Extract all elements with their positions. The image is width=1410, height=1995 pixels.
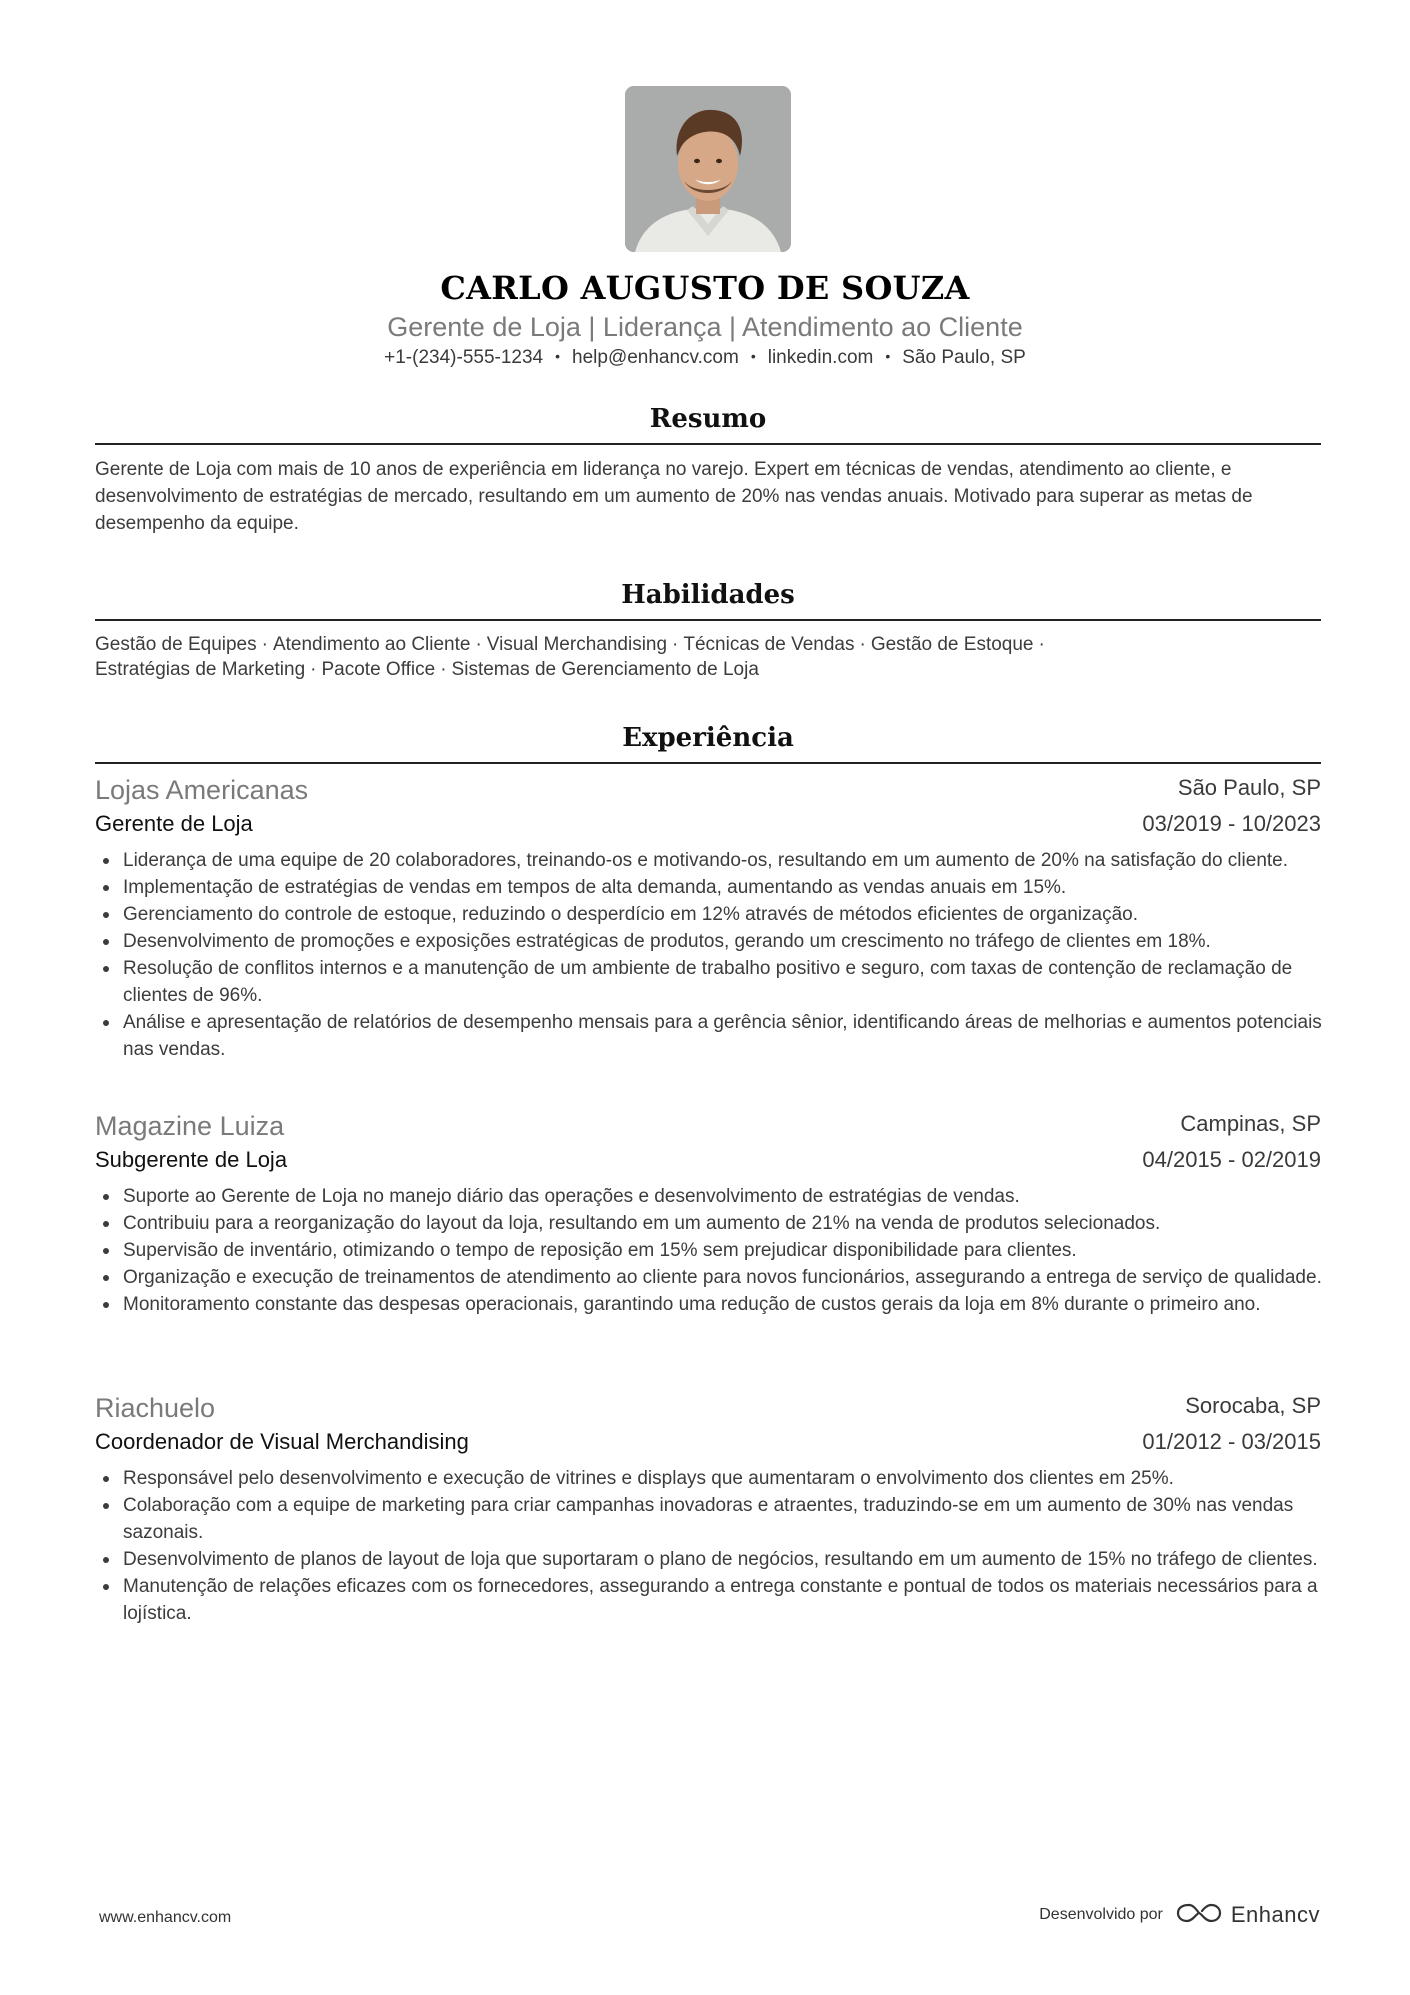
job-company: Lojas Americanas <box>95 775 309 805</box>
job-bullet: Organização e execução de treinamentos de atendimento ao cliente para novos funcionários, assegurando a entrega de serviço de qualidade. <box>95 1264 1335 1291</box>
job-bullet: Implementação de estratégias de vendas em tempos de alta demanda, aumentando as vendas anuais em 15%. <box>95 874 1335 901</box>
job-bullets <box>95 1183 1335 1318</box>
skills-list <box>95 632 1321 682</box>
job-bullets <box>95 1465 1335 1627</box>
profile-photo <box>625 86 791 252</box>
job-bullet: Análise e apresentação de relatórios de desempenho mensais para a gerência sênior, identificando áreas de melhorias e aumentos potenciais nas vendas. <box>95 1009 1335 1063</box>
linkedin-link[interactable]: linkedin.com <box>767 347 874 368</box>
job-bullet: Gerenciamento do controle de estoque, reduzindo o desperdício em 12% através de métodos eficientes de organização. <box>95 901 1335 928</box>
job-role: Coordenador de Visual Merchandising <box>95 1429 469 1454</box>
job-bullets <box>95 847 1335 1063</box>
skill-item: Gestão de Estoque <box>870 634 1034 655</box>
candidate-name: CARLO AUGUSTO DE SOUZA <box>440 269 970 307</box>
skill-separator: · <box>261 634 268 655</box>
footer-brand[interactable]: Enhancv <box>1230 1902 1320 1927</box>
job-bullet: Monitoramento constante das despesas operacionais, garantindo uma redução de custos gerais da loja em 8% durante o primeiro ano. <box>95 1291 1335 1318</box>
job-bullet: Responsável pelo desenvolvimento e execução de vitrines e displays que aumentaram o envolvimento dos clientes em 25%. <box>95 1465 1335 1492</box>
summary-text: Gerente de Loja com mais de 10 anos de experiência em liderança no varejo. Expert em técnicas de vendas, atendimento ao cliente, e desenvolvimento de estratégias de mercado, resultando em um aumento de 20% nas vendas anuais. Motivado para superar as metas de desempenho da equipe. <box>95 459 1253 534</box>
job-bullet: Colaboração com a equipe de marketing para criar campanhas inovadoras e atraentes, traduzindo-se em um aumento de 30% nas vendas sazonais. <box>95 1492 1335 1546</box>
footer-website[interactable]: www.enhancv.com <box>99 1909 232 1926</box>
skill-item: Atendimento ao Cliente <box>272 634 471 655</box>
profile-photo-image <box>625 86 791 252</box>
job-bullet: Contribuiu para a reorganização do layout da loja, resultando em um aumento de 21% na venda de produtos selecionados. <box>95 1210 1335 1237</box>
job-company: Magazine Luiza <box>95 1111 285 1141</box>
job-bullet: Manutenção de relações eficazes com os fornecedores, assegurando a entrega constante e pontual de todos os materiais necessários para a lojística. <box>95 1573 1335 1627</box>
enhancv-logo-icon <box>1175 1900 1223 1931</box>
contact-separator: • <box>885 348 891 364</box>
section-divider <box>95 619 1321 621</box>
skill-item: Gestão de Equipes <box>95 634 257 655</box>
contact-separator: • <box>750 348 756 364</box>
job-role: Subgerente de Loja <box>95 1147 288 1172</box>
job-bullet: Liderança de uma equipe de 20 colaboradores, treinando-os e motivando-os, resultando em um aumento de 20% na satisfação do cliente. <box>95 847 1335 874</box>
job-location: São Paulo, SP <box>1177 775 1321 800</box>
skill-item: Estratégias de Marketing <box>95 659 306 680</box>
skill-separator: · <box>310 659 317 680</box>
job-dates: 01/2012 - 03/2015 <box>1142 1429 1321 1454</box>
section-divider <box>95 443 1321 445</box>
skill-separator: · <box>1038 634 1045 655</box>
job-role: Gerente de Loja <box>95 811 253 836</box>
skill-item: Visual Merchandising <box>486 634 668 655</box>
job-location: Campinas, SP <box>1180 1111 1321 1136</box>
skill-separator: · <box>475 634 482 655</box>
skills-title: Habilidades <box>621 580 795 610</box>
location: São Paulo, SP <box>902 347 1026 368</box>
candidate-headline: Gerente de Loja | Liderança | Atendimento ao Cliente <box>387 312 1023 342</box>
email[interactable]: help@enhancv.com <box>572 347 739 368</box>
footer-credit <box>1039 1898 1320 1932</box>
skill-separator: · <box>672 634 679 655</box>
summary-title: Resumo <box>649 404 767 434</box>
phone[interactable]: +1-(234)-555-1234 <box>384 347 544 368</box>
job-bullet: Desenvolvimento de planos de layout de loja que suportaram o plano de negócios, resultando em um aumento de 15% no tráfego de clientes. <box>95 1546 1335 1573</box>
job-company: Riachuelo <box>95 1393 216 1423</box>
skill-item: Técnicas de Vendas <box>683 634 855 655</box>
footer-credit-text: Desenvolvido por <box>1039 1906 1163 1923</box>
job-dates: 03/2019 - 10/2023 <box>1142 811 1321 836</box>
skill-item: Pacote Office <box>321 659 436 680</box>
skill-separator: · <box>859 634 866 655</box>
skill-item: Sistemas de Gerenciamento de Loja <box>451 659 759 680</box>
job-location: Sorocaba, SP <box>1185 1393 1321 1418</box>
contact-line <box>0 344 1410 372</box>
job-bullet: Desenvolvimento de promoções e exposições estratégicas de produtos, gerando um crescimento no tráfego de clientes em 18%. <box>95 928 1335 955</box>
job-bullet: Supervisão de inventário, otimizando o tempo de reposição em 15% sem prejudicar disponibilidade para clientes. <box>95 1237 1335 1264</box>
contact-separator: • <box>555 348 561 364</box>
experience-title: Experiência <box>622 723 794 753</box>
job-bullet: Suporte ao Gerente de Loja no manejo diário das operações e desenvolvimento de estratégias de vendas. <box>95 1183 1335 1210</box>
skill-separator: · <box>440 659 447 680</box>
job-dates: 04/2015 - 02/2019 <box>1142 1147 1321 1172</box>
section-divider <box>95 762 1321 764</box>
job-bullet: Resolução de conflitos internos e a manutenção de um ambiente de trabalho positivo e seguro, com taxas de contenção de reclamação de clientes de 96%. <box>95 955 1335 1009</box>
